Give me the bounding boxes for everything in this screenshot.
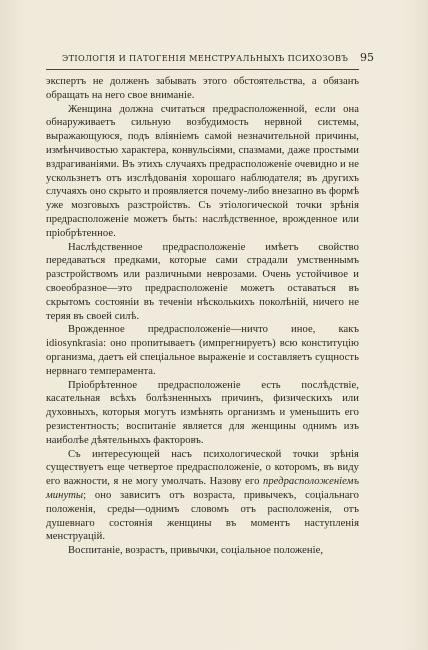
- momentary-term: предрасположеніемъ минуты: [46, 476, 359, 501]
- running-title: ЭТІОЛОГІЯ И ПАТОГЕНІЯ МЕНСТРУАЛЬНЫХЪ ПСИХОЗОВЪ: [62, 53, 349, 63]
- paragraph-congenital: Врожденное предрасположеніе—ничто иное, какъ idiosynkrasia: оно пропитываетъ (импрегнируетъ) всю конституцію организма, даетъ ей спеціальное выраженіе и составляетъ сущность нервнаго темперамента.: [46, 324, 359, 377]
- paragraph-upbringing: Воспитаніе, возрастъ, привычки, соціальное положеніе,: [68, 545, 324, 557]
- momentary-text-after: ; оно зависитъ отъ возраста, привычекъ, соціальнаго положенія, среды—однимъ словомъ отъ расположенія, отъ душевнаго состоянія женщины въ моментъ наступленія менструацій.: [46, 489, 359, 543]
- paragraph-momentary: [46, 448, 359, 545]
- header-rule: [46, 69, 359, 70]
- paragraph-continuation: экспертъ не долженъ забывать этого обстоятельства, а обязанъ обращать на него свое вниманіе.: [46, 76, 359, 101]
- paragraph-acquired: Пріобрѣтенное предрасположеніе есть послѣдствіе, касательная всѣхъ болѣзненныхъ причинъ, физическихъ или духовныхъ, которыя могутъ измѣнять организмъ и уменьшить его резистентность; воспитаніе является для женщины однимъ изъ наиболѣе дѣятельныхъ факторовъ.: [46, 379, 359, 446]
- body-text: [46, 75, 359, 558]
- page-number: 95: [360, 51, 374, 64]
- paragraph-predisposition: Женщина должна считаться предрасположенной, если она обнаруживаетъ сильную возбудимость нервной системы, выражающуюся, подъ вліяніемъ самой незначительной причины, измѣнчивостью характера, конвульсіями, спазмами, даже простыми вздрагиваніями. Въ этихъ случаяхъ предрасположеніе очевидно и не ускользнетъ отъ изслѣдованія хорошаго наблюдателя; въ другихъ случаяхъ оно скрыто и проявляется почему-либо внезапно въ формѣ уже мозговыхъ разстройствъ. Съ этіологической точки зрѣнія предрасположеніе можетъ быть: наслѣдственное, врожденное или пріобрѣтенное.: [46, 103, 359, 239]
- momentary-text-before: Съ интересующей насъ психологической точки зрѣнія существуетъ еще четвертое предрасположеніе, о которомъ, въ виду его важности, я не могу умолчать. Назову его: [46, 448, 359, 488]
- paragraph-hereditary: Наслѣдственное предрасположеніе имѣетъ свойство передаваться предками, которые сами страдали умственнымъ разстройствомъ или различными неврозами. Очень устойчивое и своеобразное—это предрасположеніе можетъ оставаться въ скрытомъ состояніи въ теченіи нѣсколькихъ поколѣній, ничего не теряя въ своей силѣ.: [46, 241, 359, 322]
- page-header: [62, 53, 374, 67]
